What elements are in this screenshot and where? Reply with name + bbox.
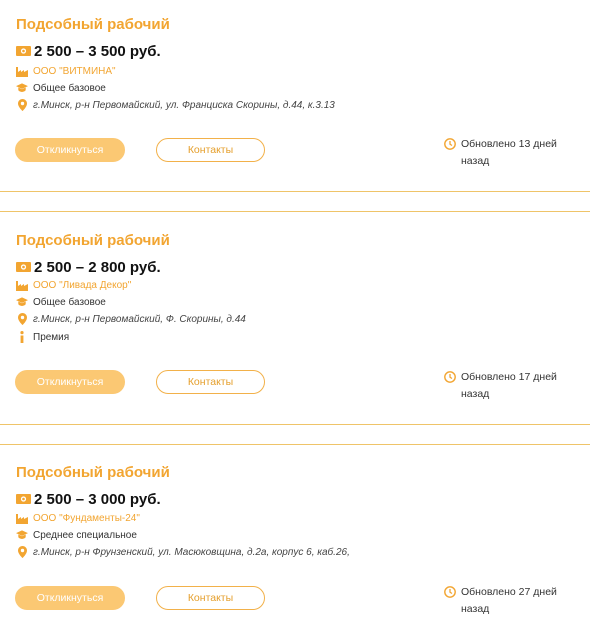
- factory-icon: [16, 279, 28, 291]
- address: г.Минск, р-н Первомайский, Ф. Скорины, д.44: [33, 313, 246, 325]
- education-row: [16, 82, 106, 94]
- company-name[interactable]: ООО "Ливада Декор": [33, 279, 132, 291]
- education-level: Среднее специальное: [33, 529, 137, 541]
- education-level: Общее базовое: [33, 296, 106, 308]
- graduation-cap-icon: [16, 82, 28, 94]
- respond-button[interactable]: Откликнуться: [15, 370, 125, 394]
- education-level: Общее базовое: [33, 82, 106, 94]
- contacts-button[interactable]: Контакты: [156, 586, 265, 610]
- respond-button[interactable]: Откликнуться: [15, 586, 125, 610]
- company-row: [16, 279, 131, 291]
- info-icon: [16, 331, 28, 343]
- map-pin-icon: [16, 546, 28, 558]
- extra-info: Премия: [33, 331, 70, 343]
- vacancy-title[interactable]: Подсобный рабочий: [16, 232, 170, 249]
- factory-icon: [16, 512, 28, 524]
- updated-text: Обновлено 27 дней назад: [461, 586, 557, 615]
- updated-info: [444, 136, 561, 170]
- map-pin-icon: [16, 99, 28, 111]
- updated-info: [444, 369, 561, 403]
- education-row: [16, 529, 137, 541]
- extra-row: [16, 331, 69, 343]
- updated-text: Обновлено 17 дней назад: [461, 371, 557, 400]
- map-pin-icon: [16, 313, 28, 325]
- respond-button[interactable]: Откликнуться: [15, 138, 125, 162]
- salary-value: 2 500 – 3 000 руб.: [34, 491, 161, 508]
- contacts-button[interactable]: Контакты: [156, 370, 265, 394]
- salary-value: 2 500 – 3 500 руб.: [34, 43, 161, 60]
- address-row: [16, 99, 335, 111]
- address: г.Минск, р-н Первомайский, ул. Франциска Скорины, д.44, к.3.13: [33, 99, 335, 111]
- clock-icon: [444, 371, 456, 403]
- company-row: [16, 65, 116, 77]
- clock-icon: [444, 586, 456, 618]
- address: г.Минск, р-н Фрунзенский, ул. Масюковщина, д.2а, корпус 6, каб.26,: [33, 546, 350, 558]
- salary-value: 2 500 – 2 800 руб.: [34, 259, 161, 276]
- money-icon: [16, 259, 31, 276]
- clock-icon: [444, 138, 456, 170]
- vacancy-card: [0, 0, 590, 192]
- salary: [16, 491, 161, 508]
- money-icon: [16, 491, 31, 508]
- company-name[interactable]: ООО "ВИТМИНА": [33, 65, 116, 77]
- company-row: [16, 512, 140, 524]
- vacancy-card: [0, 212, 590, 444]
- vacancy-title[interactable]: Подсобный рабочий: [16, 16, 170, 33]
- graduation-cap-icon: [16, 296, 28, 308]
- factory-icon: [16, 65, 28, 77]
- card-divider: [0, 424, 590, 425]
- education-row: [16, 296, 106, 308]
- money-icon: [16, 43, 31, 60]
- graduation-cap-icon: [16, 529, 28, 541]
- updated-text: Обновлено 13 дней назад: [461, 138, 557, 167]
- address-row: [16, 546, 350, 558]
- contacts-button[interactable]: Контакты: [156, 138, 265, 162]
- salary: [16, 43, 161, 60]
- card-divider: [0, 191, 590, 192]
- address-row: [16, 313, 246, 325]
- vacancy-title[interactable]: Подсобный рабочий: [16, 464, 170, 481]
- vacancy-card: [0, 445, 590, 637]
- salary: [16, 259, 161, 276]
- company-name[interactable]: ООО "Фундаменты-24": [33, 512, 140, 524]
- updated-info: [444, 584, 561, 618]
